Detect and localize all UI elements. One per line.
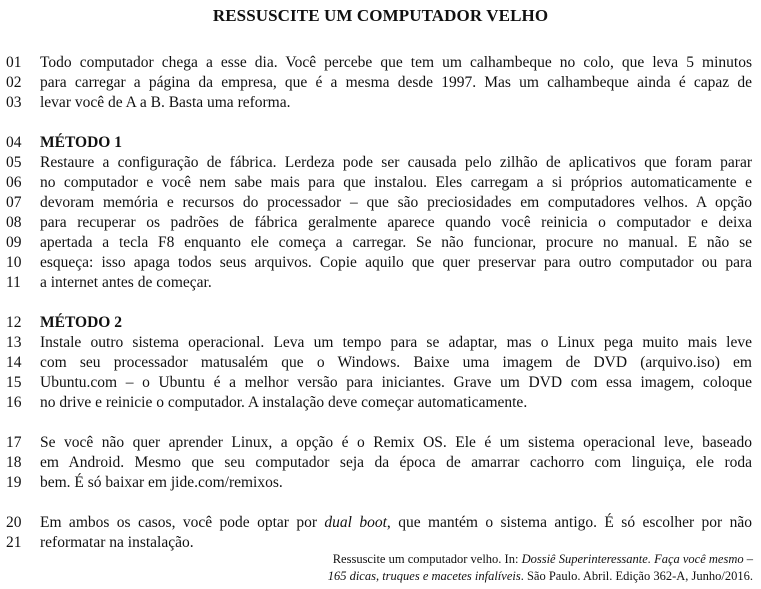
citation-publication: Dossiê Superinteressante. Faça você mesmo – bbox=[521, 552, 753, 566]
line-text: reformatar na instalação. bbox=[40, 534, 194, 551]
text-line bbox=[0, 513, 761, 533]
text-line bbox=[0, 453, 761, 473]
line-number: 06 bbox=[6, 174, 22, 191]
line-number: 09 bbox=[6, 234, 22, 251]
line-text: devoram memória e recursos do processador – que são preciosidades em computadores velhos. A opção bbox=[40, 194, 752, 211]
line-text: no drive e reinicie o computador. A instalação deve começar automaticamente. bbox=[40, 394, 528, 411]
line-number: 18 bbox=[6, 454, 22, 471]
text-line bbox=[0, 473, 761, 493]
text-line bbox=[0, 93, 761, 113]
source-citation-line-2 bbox=[328, 568, 753, 584]
line-text: a internet antes de começar. bbox=[40, 274, 212, 291]
text-line bbox=[0, 153, 761, 173]
line-number: 04 bbox=[6, 134, 22, 151]
line-text bbox=[40, 513, 752, 533]
line-text: Instale outro sistema operacional. Leva um tempo para se adaptar, mas o Linux pega muito mais leve bbox=[40, 334, 752, 351]
source-citation-line-1 bbox=[333, 551, 753, 567]
line-text: Ubuntu.com – o Ubuntu é a melhor versão para iniciantes. Grave um DVD com essa imagem, coloque bbox=[40, 374, 752, 391]
text-line bbox=[0, 213, 761, 233]
text-line bbox=[0, 133, 761, 153]
line-text: Se você não quer aprender Linux, a opção é o Remix OS. Ele é um sistema operacional leve, baseado bbox=[40, 434, 752, 451]
line-number: 03 bbox=[6, 94, 22, 111]
line-number: 19 bbox=[6, 474, 22, 491]
text-line bbox=[0, 333, 761, 353]
line-number: 16 bbox=[6, 394, 22, 411]
line-text: em Android. Mesmo que seu computador seja da época de amarrar cachorro com linguiça, ele roda bbox=[40, 454, 752, 471]
line-text: bem. É só baixar em jide.com/remixos. bbox=[40, 474, 283, 491]
line-number: 08 bbox=[6, 214, 22, 231]
line-text: para recuperar os padrões de fábrica geralmente aparece quando você reinicia o computador e deixa bbox=[40, 214, 752, 231]
line-number: 11 bbox=[6, 274, 21, 291]
line-text-pre: Em ambos os casos, você pode optar por bbox=[40, 514, 325, 531]
line-number: 14 bbox=[6, 354, 22, 371]
line-number: 17 bbox=[6, 434, 22, 451]
section-heading: MÉTODO 2 bbox=[40, 314, 122, 331]
line-number: 20 bbox=[6, 514, 22, 531]
section-heading: MÉTODO 1 bbox=[40, 134, 122, 151]
citation-subtitle: 165 dicas, truques e macetes infalíveis bbox=[327, 569, 521, 583]
line-number: 13 bbox=[6, 334, 22, 351]
line-text: Todo computador chega a esse dia. Você percebe que tem um calhambeque no colo, que leva 5 minutos bbox=[40, 54, 752, 71]
line-number: 02 bbox=[6, 74, 22, 91]
line-text: apertada a tecla F8 enquanto ele começa a carregar. Se não funcionar, procure no manual. E não se bbox=[40, 234, 752, 251]
text-line bbox=[0, 273, 761, 293]
line-number: 21 bbox=[6, 534, 22, 551]
text-line bbox=[0, 393, 761, 413]
line-text: com seu processador matusalém que o Windows. Baixe uma imagem de DVD (arquivo.iso) em bbox=[40, 354, 752, 371]
line-number: 15 bbox=[6, 374, 22, 391]
line-number: 07 bbox=[6, 194, 22, 211]
text-line bbox=[0, 233, 761, 253]
line-text: esqueça: isso apaga todos seus arquivos. Copie aquilo que quer preservar para outro computador ou para bbox=[40, 254, 752, 271]
citation-title: Ressuscite um computador velho. In: bbox=[332, 552, 522, 566]
text-line bbox=[0, 173, 761, 193]
text-line bbox=[0, 533, 761, 553]
line-text-post: , que mantém o sistema antigo. É só escolher por não bbox=[386, 514, 752, 531]
text-line bbox=[0, 353, 761, 373]
text-line bbox=[0, 313, 761, 333]
line-number: 05 bbox=[6, 154, 22, 171]
line-number: 01 bbox=[6, 54, 22, 71]
citation-details: . São Paulo. Abril. Edição 362-A, Junho/2016. bbox=[520, 569, 753, 583]
line-text: para carregar a página da empresa, que é a mesma desde 1997. Mas um calhambeque ainda é capaz de bbox=[40, 74, 752, 91]
line-text: no computador e você nem sabe mais para que instalou. Eles carregam a si próprios automaticamente e bbox=[40, 174, 752, 191]
document-title: RESSUSCITE UM COMPUTADOR VELHO bbox=[212, 6, 549, 25]
text-line bbox=[0, 373, 761, 393]
text-line bbox=[0, 53, 761, 73]
line-text: levar você de A a B. Basta uma reforma. bbox=[40, 94, 291, 111]
line-text: Restaure a configuração de fábrica. Lerdeza pode ser causada pelo zilhão de aplicativos que foram parar bbox=[40, 154, 752, 171]
text-line bbox=[0, 253, 761, 273]
emphasis-dual-boot: dual boot bbox=[324, 514, 387, 531]
text-line bbox=[0, 193, 761, 213]
text-line bbox=[0, 433, 761, 453]
line-number: 10 bbox=[6, 254, 22, 271]
text-line bbox=[0, 73, 761, 93]
line-number: 12 bbox=[6, 314, 22, 331]
